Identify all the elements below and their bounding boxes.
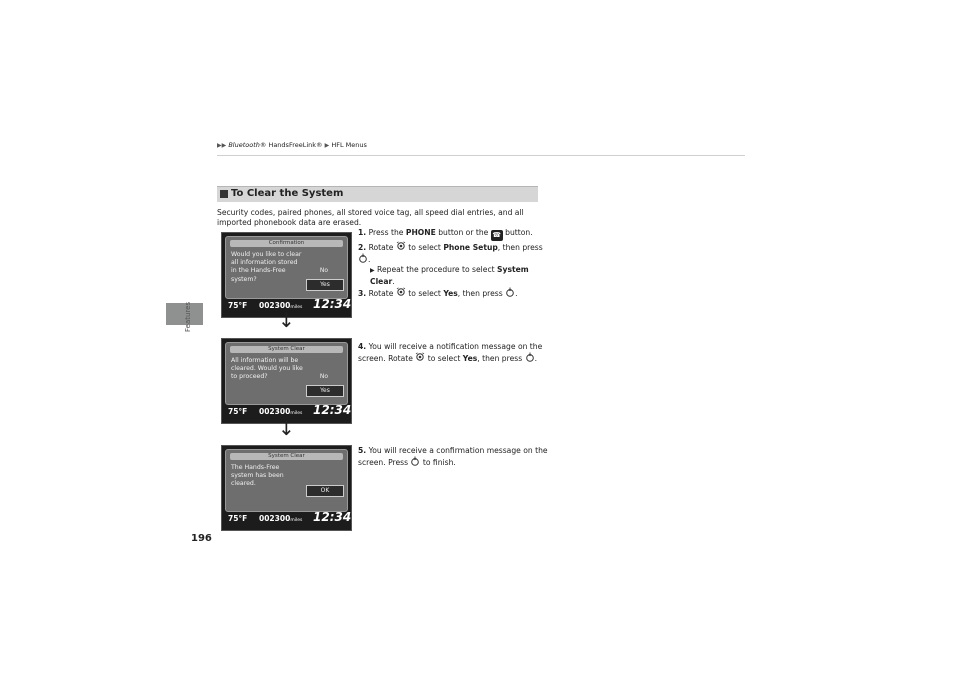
display-panel bbox=[225, 449, 348, 512]
step-number: 5. bbox=[358, 446, 367, 455]
selector-knob-icon bbox=[396, 241, 406, 251]
step-1 bbox=[358, 228, 548, 241]
header-divider bbox=[217, 155, 745, 156]
screen-message: All information will be cleared. Would you like to proceed? bbox=[231, 357, 303, 381]
odometer-unit: miles bbox=[290, 305, 303, 310]
step-keyword: Yes bbox=[462, 354, 478, 364]
breadcrumb bbox=[217, 141, 367, 149]
screen-header: System Clear bbox=[230, 453, 343, 460]
step-text: You will receive a confirmation message on the screen. Press bbox=[358, 446, 548, 468]
breadcrumb-item-suffix: ® HandsFreeLink® bbox=[259, 141, 323, 149]
press-knob-icon bbox=[358, 253, 371, 265]
odometer bbox=[259, 407, 302, 416]
section-label: Features bbox=[184, 301, 192, 332]
step-number: 1. bbox=[358, 228, 367, 237]
odometer bbox=[259, 514, 302, 523]
temperature: 75°F bbox=[228, 514, 248, 523]
odometer-unit: miles bbox=[290, 518, 303, 523]
odometer-unit: miles bbox=[290, 411, 303, 416]
step-number: 4. bbox=[358, 342, 367, 351]
step-text: . bbox=[515, 288, 518, 298]
clock: 12:34 bbox=[313, 510, 352, 524]
display-panel bbox=[225, 342, 348, 405]
clock: 12:34 bbox=[313, 403, 352, 417]
step-text: Press the bbox=[368, 228, 406, 237]
clock: 12:34 bbox=[313, 297, 352, 311]
section-title: To Clear the System bbox=[231, 188, 344, 199]
step-text: Rotate bbox=[368, 243, 396, 252]
step-text: . bbox=[534, 354, 537, 364]
step-number: 3. bbox=[358, 288, 367, 298]
option-yes[interactable]: Yes bbox=[306, 385, 344, 397]
selector-knob-icon bbox=[396, 287, 406, 297]
temperature: 75°F bbox=[228, 301, 248, 310]
odometer-value: 002300 bbox=[259, 407, 291, 416]
temperature: 75°F bbox=[228, 407, 248, 416]
screen-header: System Clear bbox=[230, 346, 343, 353]
step-5 bbox=[358, 446, 548, 468]
odometer-value: 002300 bbox=[259, 514, 291, 523]
step-text: to finish. bbox=[420, 458, 456, 468]
step-text: Rotate bbox=[368, 288, 396, 298]
step-text: to select bbox=[405, 288, 444, 298]
display-panel bbox=[225, 236, 348, 299]
status-bar bbox=[225, 510, 352, 526]
breadcrumb-item-bluetooth: Bluetooth bbox=[228, 141, 260, 149]
screen-message: Would you like to clear all information stored in the Hands-Free system? bbox=[231, 251, 302, 283]
step-4 bbox=[358, 342, 548, 364]
step-2 bbox=[358, 241, 548, 265]
screen-system-cleared bbox=[221, 445, 352, 531]
press-knob-icon bbox=[505, 287, 518, 298]
selector-knob-icon bbox=[415, 352, 425, 362]
intro-paragraph: Security codes, paired phones, all stored voice tag, all speed dial entries, and all imported phonebook data are erased. bbox=[217, 208, 524, 227]
phone-button-icon: ☎ bbox=[492, 231, 502, 239]
screen-confirmation bbox=[221, 232, 352, 318]
step-text: button or the bbox=[435, 228, 491, 237]
step-keyword: Phone Setup bbox=[443, 243, 498, 252]
step-text: , then press bbox=[497, 243, 543, 252]
step-text: . bbox=[392, 276, 395, 286]
steps-group-1 bbox=[358, 228, 548, 299]
screen-message: The Hands-Free system has been cleared. bbox=[231, 464, 284, 488]
step-text: button. bbox=[502, 228, 533, 237]
section-heading bbox=[217, 186, 538, 202]
press-knob-icon bbox=[410, 456, 420, 466]
screen-system-clear bbox=[221, 338, 352, 424]
down-arrow-icon: ↓ bbox=[278, 416, 295, 440]
screen-header: Confirmation bbox=[230, 240, 343, 247]
page-number: 196 bbox=[191, 533, 212, 544]
option-no[interactable]: No bbox=[319, 267, 329, 274]
press-knob-icon bbox=[525, 352, 535, 362]
option-yes[interactable]: Yes bbox=[306, 279, 344, 291]
step-text: , then press bbox=[477, 354, 525, 364]
breadcrumb-arrow-icon: ▶ bbox=[324, 142, 330, 149]
step-3 bbox=[358, 287, 548, 299]
step-keyword: System Clear bbox=[370, 265, 529, 286]
step-text: , then press bbox=[457, 288, 506, 298]
odometer-value: 002300 bbox=[259, 301, 291, 310]
down-arrow-icon: ↓ bbox=[278, 308, 295, 332]
option-no[interactable]: No bbox=[319, 373, 329, 380]
square-bullet-icon bbox=[220, 190, 228, 198]
step-keyword: PHONE bbox=[405, 228, 436, 237]
step-text: You will receive a notification message on the screen. Rotate bbox=[358, 342, 543, 364]
breadcrumb-arrow-icon: ▶▶ bbox=[217, 142, 227, 149]
step-keyword: Yes bbox=[443, 288, 458, 298]
breadcrumb-item-hfl-menus: HFL Menus bbox=[331, 141, 367, 149]
step-text: . bbox=[368, 255, 371, 265]
step-text: to select bbox=[425, 354, 463, 364]
step-text: Repeat the procedure to select bbox=[377, 265, 498, 275]
step-number: 2. bbox=[358, 243, 367, 252]
step-2-subnote bbox=[358, 265, 548, 286]
sub-arrow-icon: ▶ bbox=[370, 267, 375, 275]
step-text: to select bbox=[405, 243, 444, 252]
option-ok[interactable]: OK bbox=[306, 485, 344, 497]
